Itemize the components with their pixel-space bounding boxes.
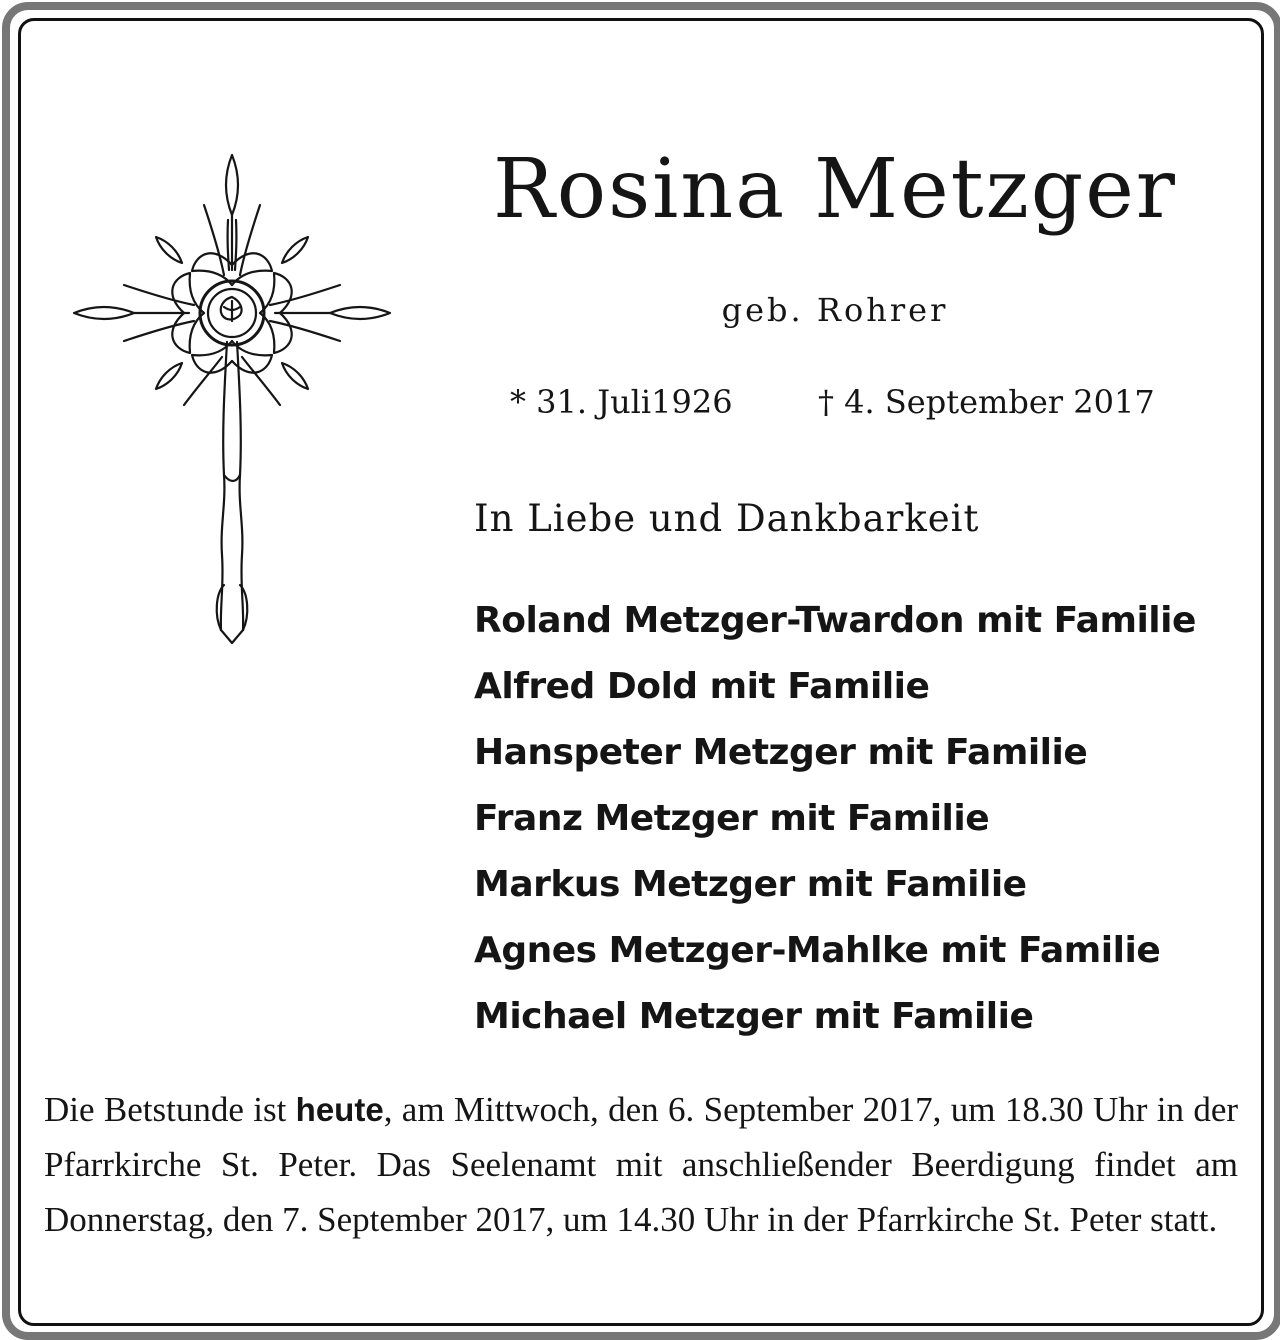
mourner-line: Alfred Dold mit Familie (474, 666, 930, 707)
maiden-name: geb. Rohrer (721, 291, 949, 329)
service-text-after: , am Mittwoch, den 6. September 2017, um 18.30 Uhr in der Pfarrkirche St. Peter. Das Seelenamt mit anschließender Beerdigung findet am Donnerstag, den 7. September 2017, um 14.30 Uhr in der Pfarrkirche St. Peter statt. (44, 1090, 1239, 1239)
mourner-line: Markus Metzger mit Familie (474, 864, 1027, 905)
deceased-name: Rosina Metzger (492, 142, 1178, 237)
service-notice (44, 1082, 1238, 1247)
dedication-line: In Liebe und Dankbarkeit (474, 497, 980, 540)
mourners-list (474, 588, 1196, 1050)
mourner-line: Michael Metzger mit Familie (474, 996, 1034, 1037)
service-emphasis: heute (295, 1091, 384, 1128)
death-date: † 4. September 2017 (818, 383, 1155, 421)
service-text-before: Die Betstunde ist (44, 1090, 296, 1129)
mourner-line: Franz Metzger mit Familie (474, 798, 990, 839)
mourner-line: Hanspeter Metzger mit Familie (474, 732, 1088, 773)
birth-date: * 31. Juli1926 (510, 383, 733, 421)
mourner-line: Roland Metzger-Twardon mit Familie (474, 600, 1196, 641)
ornamental-cross-icon (64, 145, 400, 651)
mourner-line: Agnes Metzger-Mahlke mit Familie (474, 930, 1161, 971)
